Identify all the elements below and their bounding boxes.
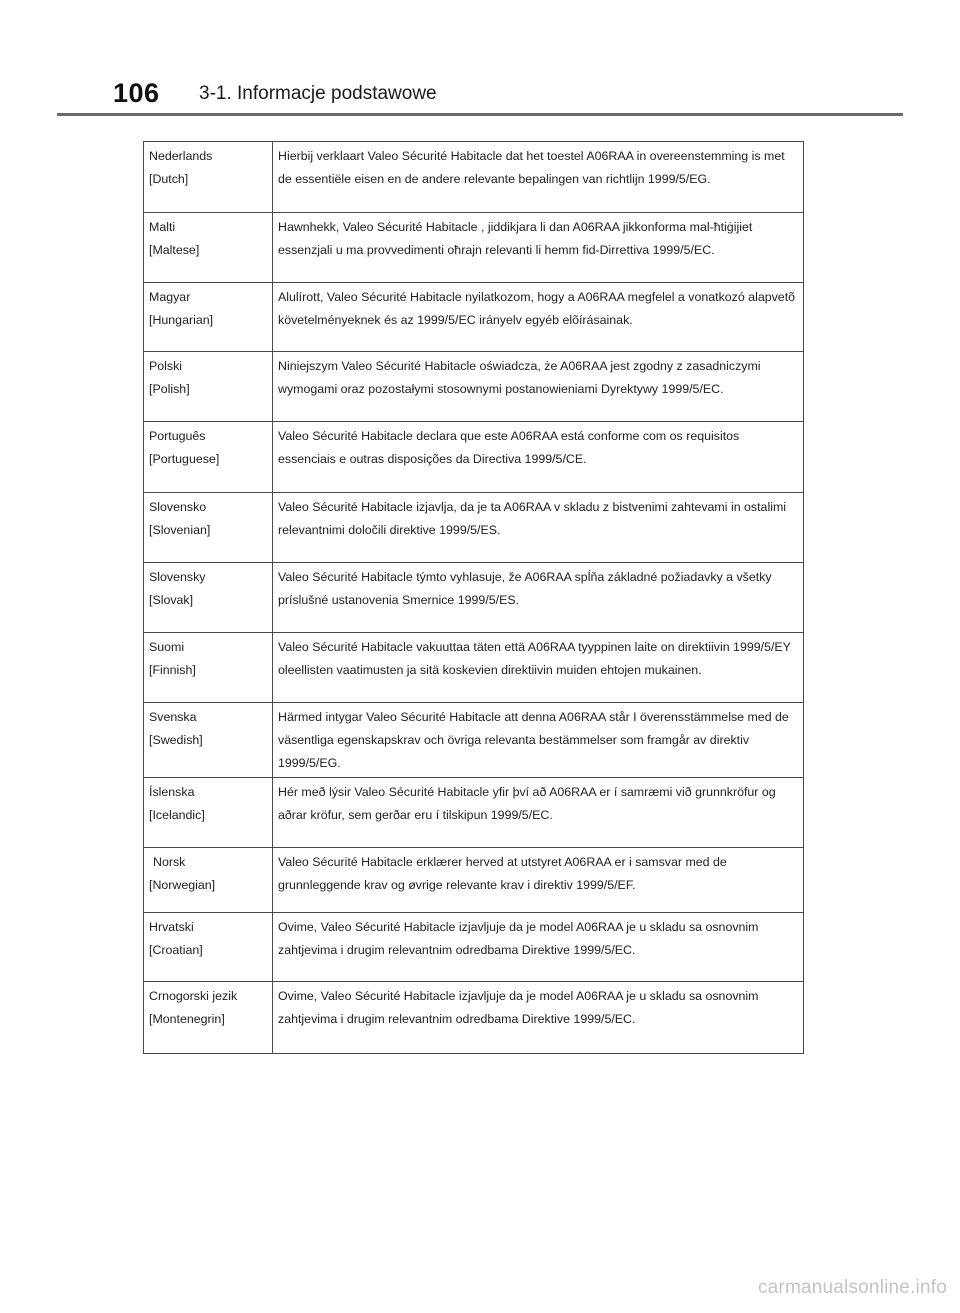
declaration-text: Valeo Sécurité Habitacle izjavlja, da je ta A06RAA v skladu z bistvenimi zahtevami in ostalimi relevantnimi določili direktive 1999/5/ES. — [278, 500, 787, 537]
language-name: Português — [149, 429, 206, 443]
language-english-name: [Norwegian] — [149, 878, 216, 892]
table-row — [144, 283, 804, 352]
language-name: Slovensko — [149, 500, 207, 514]
declaration-text: Hér með lýsir Valeo Sécurité Habitacle yfir því að A06RAA er í samræmi við grunnkröfur og aðrar kröfur, sem gerðar eru í tilskipun 1999/5/EC. — [278, 785, 776, 822]
section-title: 3-1. Informacje podstawowe — [199, 83, 437, 104]
declarations-table — [143, 141, 804, 1054]
page-header — [0, 0, 960, 118]
table-row — [144, 778, 804, 848]
declaration-cell — [273, 703, 804, 778]
declaration-text: Valeo Sécurité Habitacle erklærer herved at utstyret A06RAA er i samsvar med de grunnleggende krav og øvrige relevante krav i direktiv 1999/5/EF. — [278, 855, 727, 892]
language-cell — [144, 703, 273, 778]
language-name: Nederlands — [149, 149, 213, 163]
declaration-cell — [273, 213, 804, 283]
site-watermark: carmanualsonline.info — [757, 1277, 947, 1298]
table-row — [144, 913, 804, 982]
language-english-name: [Croatian] — [149, 943, 203, 957]
declaration-text: Hierbij verklaart Valeo Sécurité Habitacle dat het toestel A06RAA in overeenstemming is met de essentiële eisen en de andere relevante bepalingen van richtlijn 1999/5/EG. — [278, 149, 785, 186]
language-cell — [144, 142, 273, 213]
language-cell — [144, 283, 273, 352]
table-row — [144, 493, 804, 563]
declaration-cell — [273, 913, 804, 982]
language-name: Crnogorski jezik — [149, 989, 238, 1003]
language-name: Norsk — [153, 855, 186, 869]
declaration-text: Alulírott, Valeo Sécurité Habitacle nyilatkozom, hogy a A06RAA megfelel a vonatkozó alapvetõ követelményeknek és az 1999/5/EC irányelv egyéb elõírásainak. — [278, 290, 796, 327]
language-name: Suomi — [149, 640, 185, 654]
language-cell — [144, 563, 273, 633]
language-english-name: [Slovenian] — [149, 523, 211, 537]
language-name: Polski — [149, 359, 183, 373]
table-row — [144, 142, 804, 213]
language-cell — [144, 913, 273, 982]
declaration-text: Ovime, Valeo Sécurité Habitacle izjavljuje da je model A06RAA je u skladu sa osnovnim zahtjevima i drugim relevantnim odredbama Direktive 1999/5/EC. — [278, 989, 759, 1026]
language-cell — [144, 848, 273, 913]
declaration-cell — [273, 778, 804, 848]
declaration-text: Valeo Sécurité Habitacle týmto vyhlasuje, že A06RAA spĺňa základné požiadavky a všetky príslušné ustanovenia Smernice 1999/5/ES. — [278, 570, 772, 607]
language-english-name: [Icelandic] — [149, 808, 205, 822]
table-row — [144, 352, 804, 422]
declaration-cell — [273, 422, 804, 493]
declaration-text: Ovime, Valeo Sécurité Habitacle izjavljuje da je model A06RAA je u skladu sa osnovnim zahtjevima i drugim relevantnim odredbama Direktive 1999/5/EC. — [278, 920, 759, 957]
language-english-name: [Portuguese] — [149, 452, 220, 466]
header-divider — [57, 113, 903, 116]
declaration-cell — [273, 283, 804, 352]
declaration-cell — [273, 633, 804, 703]
declaration-cell — [273, 848, 804, 913]
language-english-name: [Slovak] — [149, 593, 194, 607]
language-cell — [144, 633, 273, 703]
language-name: Íslenska — [149, 785, 195, 799]
declaration-cell — [273, 352, 804, 422]
language-cell — [144, 778, 273, 848]
declaration-text: Niniejszym Valeo Sécurité Habitacle oświadcza, że A06RAA jest zgodny z zasadniczymi wymogami oraz pozostałymi stosownymi postanowieniami Dyrektywy 1999/5/EC. — [278, 359, 761, 396]
language-name: Slovensky — [149, 570, 206, 584]
declaration-text: Valeo Sécurité Habitacle declara que este A06RAA está conforme com os requisitos essenciais e outras disposições da Directiva 1999/5/CE. — [278, 429, 740, 466]
language-english-name: [Polish] — [149, 382, 190, 396]
language-cell — [144, 982, 273, 1054]
language-name: Svenska — [149, 710, 197, 724]
language-cell — [144, 352, 273, 422]
language-english-name: [Hungarian] — [149, 313, 214, 327]
declaration-text: Hawnhekk, Valeo Sécurité Habitacle , jiddikjara li dan A06RAA jikkonforma mal-ħtiġijiet essenzjali u ma provvedimenti oħrajn relevanti li hemm fid-Dirrettiva 1999/5/EC. — [278, 220, 753, 257]
language-english-name: [Swedish] — [149, 733, 203, 747]
language-english-name: [Montenegrin] — [149, 1012, 225, 1026]
table-row — [144, 422, 804, 493]
language-name: Malti — [149, 220, 176, 234]
language-english-name: [Finnish] — [149, 663, 196, 677]
table-row — [144, 982, 804, 1054]
language-name: Magyar — [149, 290, 191, 304]
table-row — [144, 213, 804, 283]
table-row — [144, 848, 804, 913]
language-cell — [144, 422, 273, 493]
page-number: 106 — [113, 78, 160, 108]
language-english-name: [Dutch] — [149, 172, 189, 186]
declaration-cell — [273, 493, 804, 563]
language-name: Hrvatski — [149, 920, 194, 934]
declaration-text: Valeo Sécurité Habitacle vakuuttaa täten että A06RAA tyyppinen laite on direktiivin 1999/5/EY oleellisten vaatimusten ja sitä koskevien direktiivin muiden ehtojen mukainen. — [278, 640, 791, 677]
table-row — [144, 563, 804, 633]
table-row — [144, 633, 804, 703]
language-cell — [144, 493, 273, 563]
declaration-cell — [273, 982, 804, 1054]
language-cell — [144, 213, 273, 283]
declaration-cell — [273, 563, 804, 633]
declaration-text: Härmed intygar Valeo Sécurité Habitacle att denna A06RAA står I överensstämmelse med de väsentliga egenskapskrav och övriga relevanta bestämmelser som framgår av direktiv 1999/5/EG. — [278, 710, 789, 770]
declaration-cell — [273, 142, 804, 213]
language-english-name: [Maltese] — [149, 243, 200, 257]
table-row — [144, 703, 804, 778]
